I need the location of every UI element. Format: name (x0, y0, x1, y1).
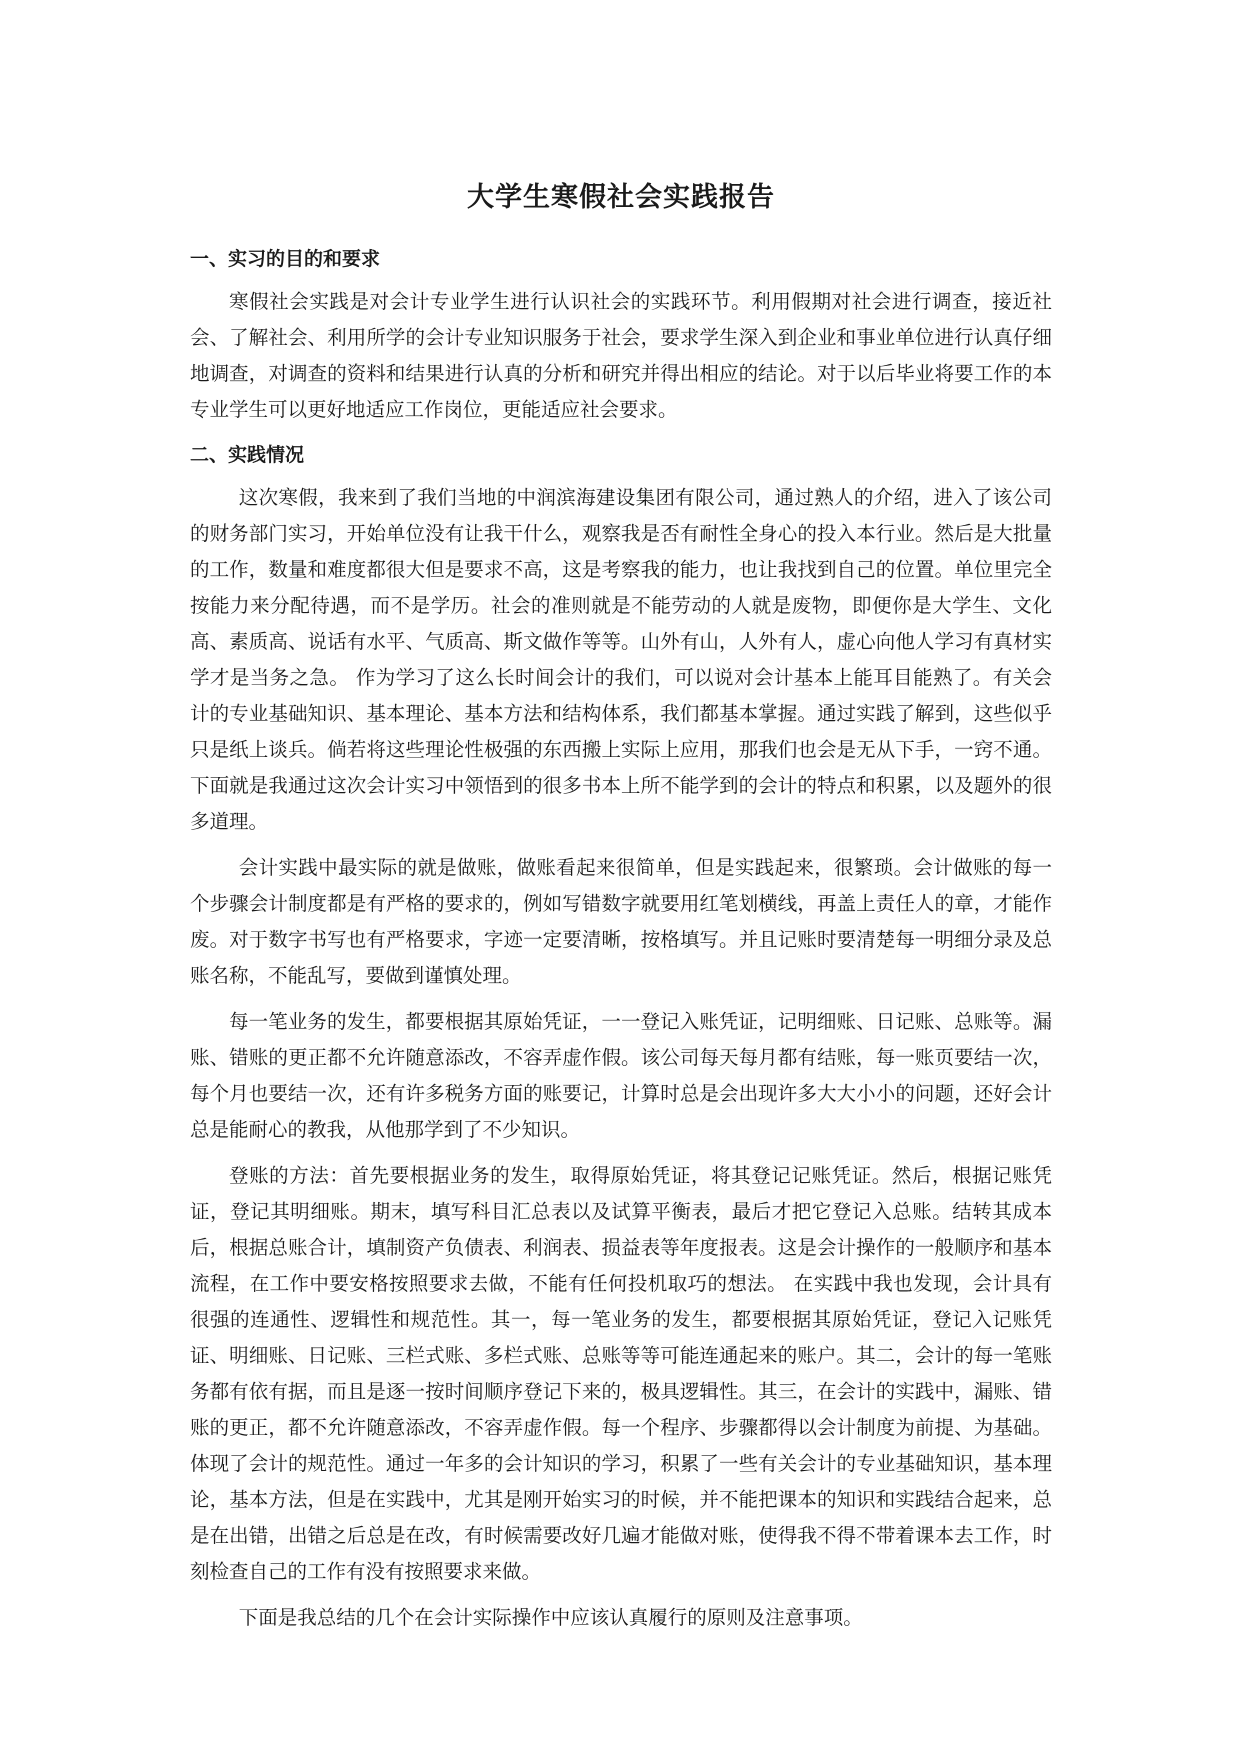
document-page (190, 178, 1052, 1646)
section-heading-purpose: 一、实习的目的和要求 (190, 248, 381, 270)
paragraph-purpose: 寒假社会实践是对会计专业学生进行认识社会的实践环节。利用假期对社会进行调查，接近社会、了解社会、利用所学的会计专业知识服务于社会，要求学生深入到企业和事业单位进行认真仔细地调查，对调查的资料和结果进行认真的分析和研究并得出相应的结论。对于以后毕业将要工作的本专业学生可以更好地适应工作岗位，更能适应社会要求。 (190, 290, 1052, 421)
paragraph-practice-intro: 这次寒假，我来到了我们当地的中润滨海建设集团有限公司，通过熟人的介绍，进入了该公司的财务部门实习，开始单位没有让我干什么，观察我是否有耐性全身心的投入本行业。然后是大批量的工作，数量和难度都很大但是要求不高，这是考察我的能力，也让我找到自己的位置。单位里完全按能力来分配待遇，而不是学历。社会的准则就是不能劳动的人就是废物，即便你是大学生、文化高、素质高、说话有水平、气质高、斯文做作等等。山外有山，人外有人，虚心向他人学习有真材实学才是当务之急。 作为学习了这么长时间会计的我们，可以说对会计基本上能耳目能熟了。有关会计的专业基础知识、基本理论、基本方法和结构体系，我们都基本掌握。通过实践了解到，这些似乎只是纸上谈兵。倘若将这些理论性极强的东西搬上实际上应用，那我们也会是无从下手，一窍不通。下面就是我通过这次会计实习中领悟到的很多书本上所不能学到的会计的特点和积累，以及题外的很多道理。 (190, 486, 1052, 833)
document-title: 大学生寒假社会实践报告 (467, 182, 775, 213)
section-heading-practice: 二、实践情况 (190, 444, 305, 466)
paragraph-vouchers: 每一笔业务的发生，都要根据其原始凭证，一一登记入账凭证，记明细账、日记账、总账等。漏账、错账的更正都不允许随意添改，不容弄虚作假。该公司每天每月都有结账，每一账页要结一次，每个月也要结一次，还有许多税务方面的账要记，计算时总是会出现许多大大小小的问题，还好会计总是能耐心的教我，从他那学到了不少知识。 (190, 1010, 1052, 1141)
paragraph-summary-lead: 下面是我总结的几个在会计实际操作中应该认真履行的原则及注意事项。 (238, 1606, 863, 1629)
paragraph-ledger-method: 登账的方法：首先要根据业务的发生，取得原始凭证，将其登记记账凭证。然后，根据记账凭证，登记其明细账。期末，填写科目汇总表以及试算平衡表，最后才把它登记入总账。结转其成本后，根据总账合计，填制资产负债表、利润表、损益表等年度报表。这是会计操作的一般顺序和基本流程，在工作中要安格按照要求去做，不能有任何投机取巧的想法。 在实践中我也发现，会计具有很强的连通性、逻辑性和规范性。其一，每一笔业务的发生，都要根据其原始凭证，登记入记账凭证、明细账、日记账、三栏式账、多栏式账、总账等等可能连通起来的账户。其二，会计的每一笔账务都有依有据，而且是逐一按时间顺序登记下来的，极具逻辑性。其三，在会计的实践中，漏账、错账的更正，都不允许随意添改，不容弄虚作假。每一个程序、步骤都得以会计制度为前提、为基础。体现了会计的规范性。通过一年多的会计知识的学习，积累了一些有关会计的专业基础知识，基本理论，基本方法，但是在实践中，尤其是刚开始实习的时候，并不能把课本的知识和实践结合起来，总是在出错，出错之后总是在改，有时候需要改好几遍才能做对账，使得我不得不带着课本去工作，时刻检查自己的工作有没有按照要求来做。 (190, 1164, 1052, 1583)
paragraph-bookkeeping: 会计实践中最实际的就是做账，做账看起来很简单，但是实践起来，很繁琐。会计做账的每一个步骤会计制度都是有严格的要求的，例如写错数字就要用红笔划横线，再盖上责任人的章，才能作废。对于数字书写也有严格要求，字迹一定要清晰，按格填写。并且记账时要清楚每一明细分录及总账名称，不能乱写，要做到谨慎处理。 (190, 856, 1052, 987)
